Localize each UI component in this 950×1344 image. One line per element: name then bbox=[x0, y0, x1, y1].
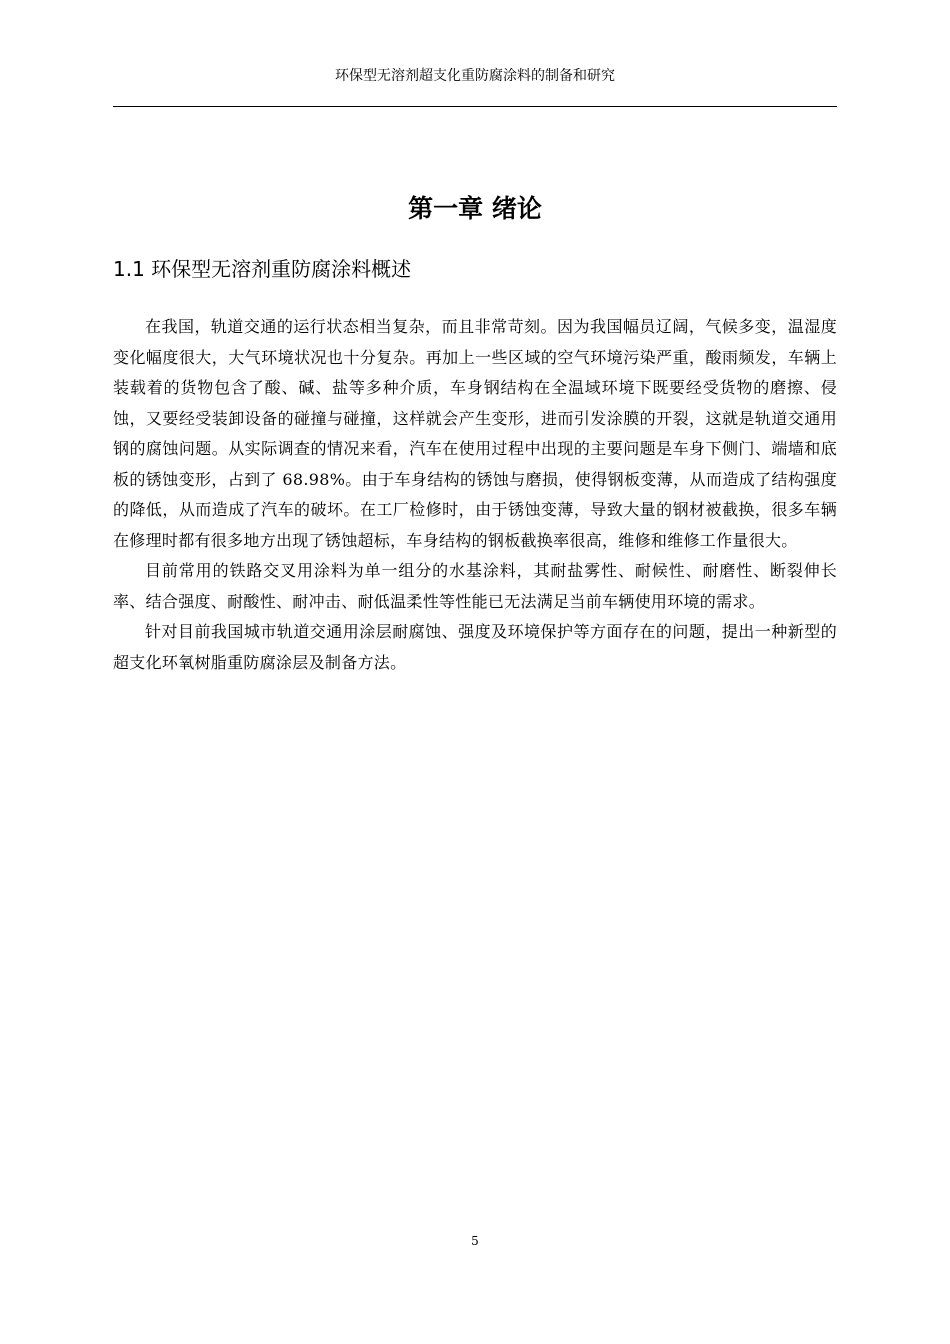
paragraph-2: 目前常用的铁路交叉用涂料为单一组分的水基涂料，其耐盐雾性、耐候性、耐磨性、断裂伸长率、结合强度、耐酸性、耐冲击、耐低温柔性等性能已无法满足当前车辆使用环境的需求。 bbox=[113, 561, 837, 611]
paragraph-1: 在我国，轨道交通的运行状态相当复杂，而且非常苛刻。因为我国幅员辽阔，气候多变，温湿度变化幅度很大，大气环境状况也十分复杂。再加上一些区域的空气环境污染严重，酸雨频发，车辆上装载着的货物包含了酸、碱、盐等多种介质，车身钢结构在全温域环境下既要经受货物的磨擦、侵蚀，又要经受装卸设备的碰撞与碰撞，这样就会产生变形，进而引发涂膜的开裂，这就是轨道交通用钢的腐蚀问题。从实际调查的情况来看，汽车在使用过程中出现的主要问题是车身下侧门、端墙和底板的锈蚀变形，占到了 68.98%。由于车身结构的锈蚀与磨损，使得钢板变薄，从而造成了结构强度的降低，从而造成了汽车的破坏。在工厂检修时，由于锈蚀变薄，导致大量的钢材被截换，很多车辆在修理时都有很多地方出现了锈蚀超标，车身结构的钢板截换率很高，维修和维修工作量很大。 bbox=[113, 317, 837, 550]
running-header: 环保型无溶剂超支化重防腐涂料的制备和研究 bbox=[335, 68, 615, 84]
header-divider bbox=[113, 106, 837, 107]
paragraph-3: 针对目前我国城市轨道交通用涂层耐腐蚀、强度及环境保护等方面存在的问题，提出一种新型的超支化环氧树脂重防腐涂层及制备方法。 bbox=[113, 622, 837, 672]
chapter-title: 第一章 绪论 bbox=[408, 194, 542, 223]
page-number: 5 bbox=[471, 1234, 479, 1248]
section-title: 1.1 环保型无溶剂重防腐涂料概述 bbox=[113, 257, 412, 281]
body-text bbox=[113, 312, 837, 678]
